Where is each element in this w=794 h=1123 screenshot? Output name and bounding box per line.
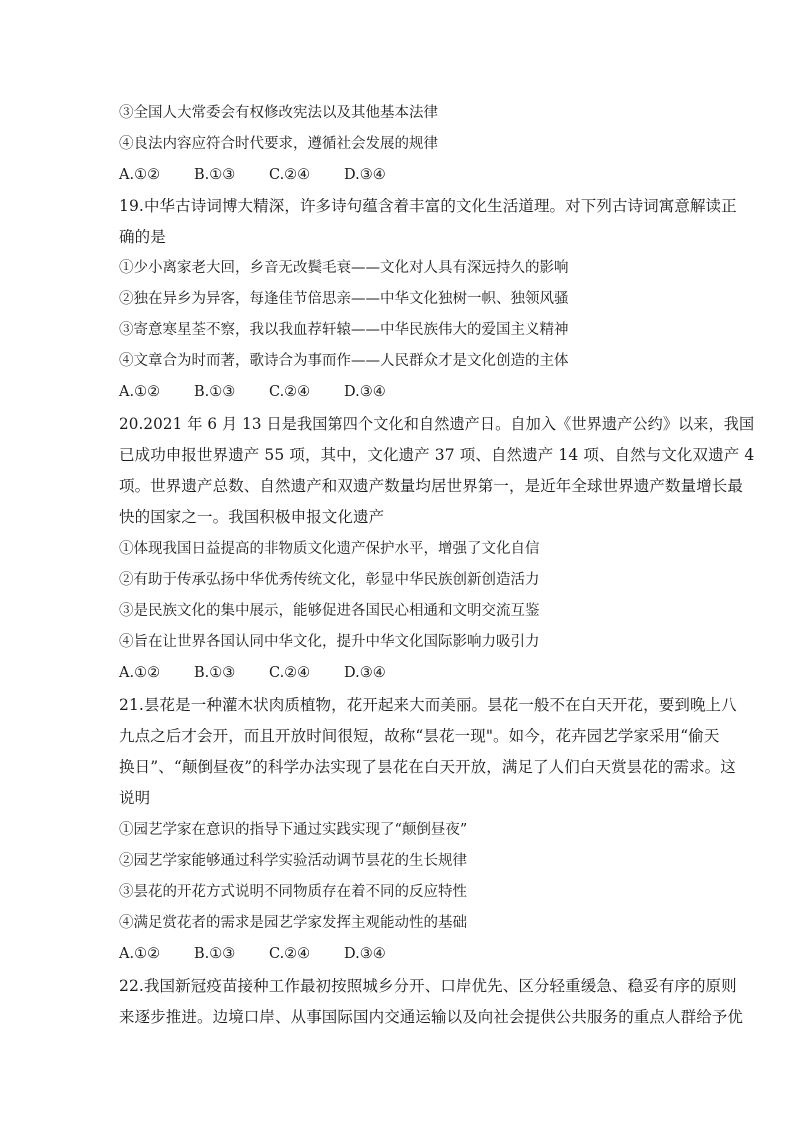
q19-option-2: ②独在异乡为异客，每逢佳节倍思亲——中华文化独树一帜、独领风骚 — [119, 291, 569, 307]
q19-option-4: ④文章合为时而著，歌诗合为事而作——人民群众才是文化创造的主体 — [119, 353, 569, 369]
q19-choice-a: A.①② — [119, 384, 161, 400]
q20-stem-line-1: 20.2021 年 6 月 13 日是我国第四个文化和自然遗产日。自加入《世界遗产公约》以来，我国 — [119, 415, 755, 433]
q21-option-2: ②园艺学家能够通过科学实验活动调节昙花的生长规律 — [119, 853, 467, 869]
q22-stem-line-1: 22.我国新冠疫苗接种工作最初按照城乡分开、口岸优先、区分轻重缓急、稳妥有序的原则 — [119, 977, 737, 995]
q18-choice-b: B.①③ — [194, 167, 236, 183]
q21-option-3: ③昙花的开花方式说明不同物质存在着不同的反应特性 — [119, 884, 467, 900]
q18-option-3: ③全国人大常委会有权修改宪法以及其他基本法律 — [119, 105, 438, 121]
q21-option-4: ④满足赏花者的需求是园艺学家发挥主观能动性的基础 — [119, 915, 467, 931]
q20-option-3: ③是民族文化的集中展示，能够促进各国民心相通和文明交流互鉴 — [119, 603, 540, 619]
q20-option-1: ①体现我国日益提高的非物质文化遗产保护水平，增强了文化自信 — [119, 541, 540, 557]
q20-stem-line-4: 快的国家之一。我国积极申报文化遗产 — [119, 508, 385, 526]
q21-choice-a: A.①② — [119, 946, 161, 962]
q20-choices — [119, 663, 419, 683]
q20-choice-c: C.②④ — [269, 665, 311, 681]
q20-choice-b: B.①③ — [194, 665, 236, 681]
q20-choice-d: D.③④ — [344, 665, 386, 681]
q20-option-2: ②有助于传承弘扬中华优秀传统文化，彰显中华民族创新创造活力 — [119, 572, 540, 588]
q21-choice-b: B.①③ — [194, 946, 236, 962]
q20-stem-line-2: 已成功申报世界遗产 55 项，其中，文化遗产 37 项、自然遗产 14 项、自然与文化双遗产 4 — [119, 446, 755, 464]
q20-stem-line-3: 项。世界遗产总数、自然遗产和双遗产数量均居世界第一，是近年全球世界遗产数量增长最 — [119, 477, 744, 495]
q21-stem-line-3: 换日”、“颠倒昼夜”的科学办法实现了昙花在白天开放，满足了人们白天赏昙花的需求。这 — [119, 758, 736, 776]
q18-choice-d: D.③④ — [344, 167, 386, 183]
q20-option-4: ④旨在让世界各国认同中华文化，提升中华文化国际影响力吸引力 — [119, 634, 540, 650]
q21-option-1: ①园艺学家在意识的指导下通过实践实现了“颠倒昼夜” — [119, 822, 468, 838]
q18-option-4: ④良法内容应符合时代要求，遵循社会发展的规律 — [119, 136, 438, 152]
q19-choice-b: B.①③ — [194, 384, 236, 400]
q21-stem-line-4: 说明 — [119, 789, 151, 807]
q19-stem-line-2: 确的是 — [119, 228, 166, 246]
q19-choice-c: C.②④ — [269, 384, 311, 400]
q21-choice-d: D.③④ — [344, 946, 386, 962]
q19-stem-line-1: 19.中华古诗词博大精深，许多诗句蕴含着丰富的文化生活道理。对下列古诗词寓意解读正 — [119, 197, 737, 215]
q18-choice-a: A.①② — [119, 167, 161, 183]
q21-stem-line-2: 九点之后才会开，而且开放时间很短，故称“昙花一现"。如今，花卉园艺学家采用“偷天 — [119, 727, 720, 745]
q19-choice-d: D.③④ — [344, 384, 386, 400]
q19-option-1: ①少小离家老大回，乡音无改鬓毛衰——文化对人具有深远持久的影响 — [119, 260, 569, 276]
q20-choice-a: A.①② — [119, 665, 161, 681]
q18-choices — [119, 165, 419, 185]
q18-choice-c: C.②④ — [269, 167, 311, 183]
q21-choice-c: C.②④ — [269, 946, 311, 962]
q19-option-3: ③寄意寒星荃不察，我以我血荐轩辕——中华民族伟大的爱国主义精神 — [119, 322, 569, 338]
q19-choices — [119, 382, 419, 402]
q22-stem-line-2: 来逐步推进。边境口岸、从事国际国内交通运输以及向社会提供公共服务的重点人群给予优 — [119, 1008, 744, 1026]
q21-choices — [119, 944, 419, 964]
q21-stem-line-1: 21.昙花是一种灌木状肉质植物，花开起来大而美丽。昙花一般不在白天开花，要到晚上八 — [119, 696, 737, 714]
